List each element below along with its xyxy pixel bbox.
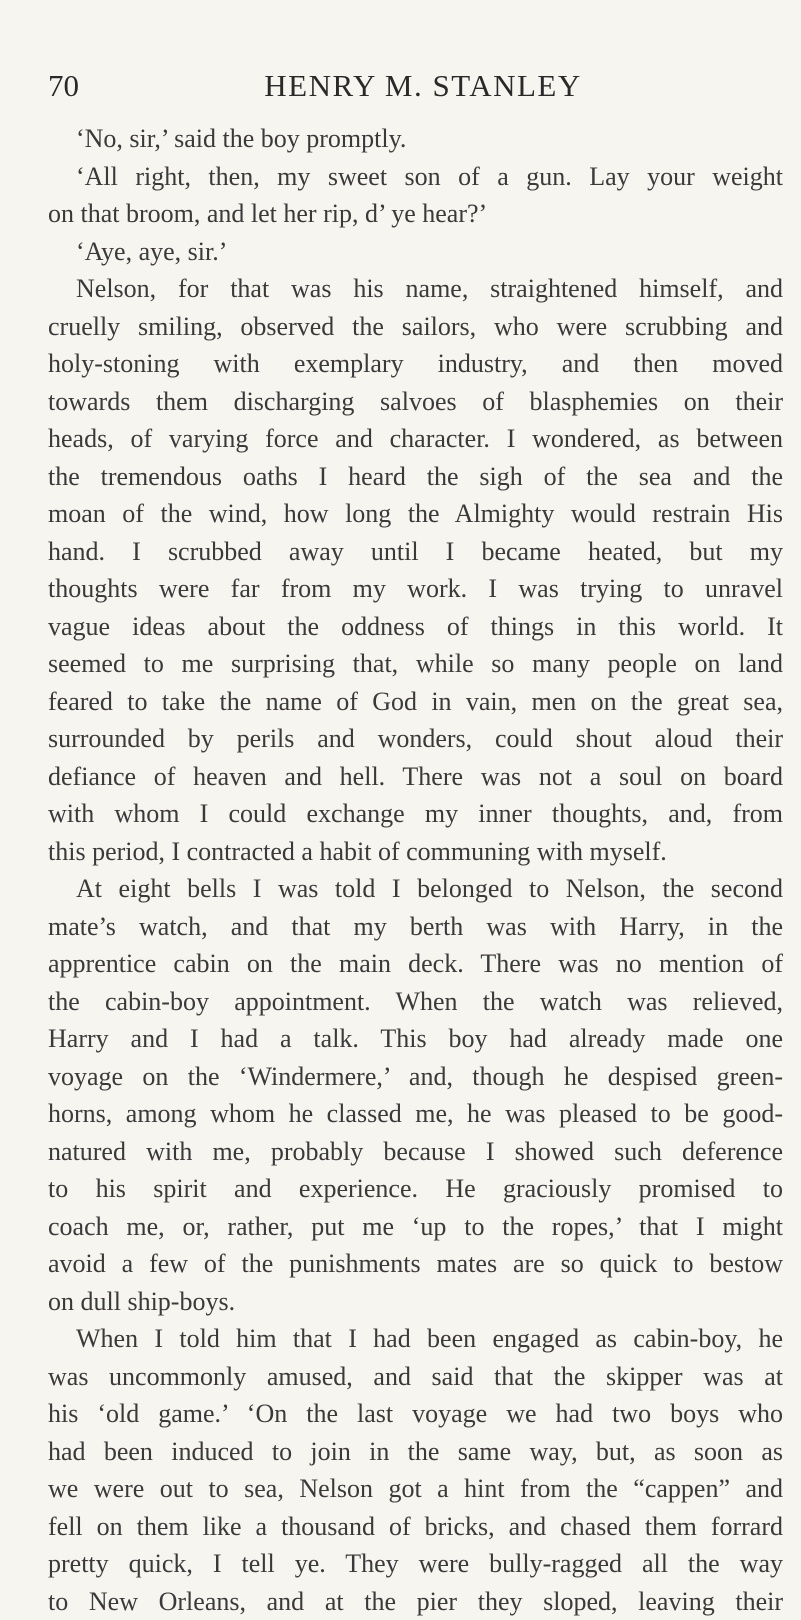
text-line: his ‘old game.’ ‘On the last voyage we had two boys who <box>48 1395 783 1433</box>
text-line: vague ideas about the oddness of things in this world. It <box>48 608 783 646</box>
text-line: the tremendous oaths I heard the sigh of the sea and the <box>48 458 783 496</box>
text-line: this period, I contracted a habit of communing with myself. <box>48 833 783 871</box>
page-number: 70 <box>48 66 79 106</box>
text-line: the cabin-boy appointment. When the watch was relieved, <box>48 983 783 1021</box>
text-line: on dull ship-boys. <box>48 1283 783 1321</box>
text-line: to New Orleans, and at the pier they sloped, leaving their <box>48 1583 783 1620</box>
text-line: hand. I scrubbed away until I became heated, but my <box>48 533 783 571</box>
text-line: When I told him that I had been engaged as cabin-boy, he <box>48 1320 783 1358</box>
text-line: moan of the wind, how long the Almighty would restrain His <box>48 495 783 533</box>
text-line: ‘Aye, aye, sir.’ <box>48 233 783 271</box>
text-line: we were out to sea, Nelson got a hint from the “cappen” and <box>48 1470 783 1508</box>
text-line: avoid a few of the punishments mates are so quick to bestow <box>48 1245 783 1283</box>
text-line: Nelson, for that was his name, straightened himself, and <box>48 270 783 308</box>
text-line: towards them discharging salvoes of blasphemies on their <box>48 383 783 421</box>
text-line: seemed to me surprising that, while so many people on land <box>48 645 783 683</box>
text-line: fell on them like a thousand of bricks, and chased them forrard <box>48 1508 783 1546</box>
text-line: Harry and I had a talk. This boy had already made one <box>48 1020 783 1058</box>
text-line: feared to take the name of God in vain, men on the great sea, <box>48 683 783 721</box>
text-line: pretty quick, I tell ye. They were bully-ragged all the way <box>48 1545 783 1583</box>
text-line: ‘All right, then, my sweet son of a gun. Lay your weight <box>48 158 783 196</box>
text-line: horns, among whom he classed me, he was pleased to be good- <box>48 1095 783 1133</box>
text-line: apprentice cabin on the main deck. There was no mention of <box>48 945 783 983</box>
text-line: was uncommonly amused, and said that the skipper was at <box>48 1358 783 1396</box>
text-line: coach me, or, rather, put me ‘up to the ropes,’ that I might <box>48 1208 783 1246</box>
text-line: At eight bells I was told I belonged to Nelson, the second <box>48 870 783 908</box>
text-line: to his spirit and experience. He graciously promised to <box>48 1170 783 1208</box>
text-line: holy-stoning with exemplary industry, and then moved <box>48 345 783 383</box>
text-line: cruelly smiling, observed the sailors, who were scrubbing and <box>48 308 783 346</box>
running-head: HENRY M. STANLEY <box>48 66 778 106</box>
text-line: on that broom, and let her rip, d’ ye hear?’ <box>48 195 783 233</box>
page-header <box>48 66 778 106</box>
text-line: thoughts were far from my work. I was trying to unravel <box>48 570 783 608</box>
text-line: had been induced to join in the same way, but, as soon as <box>48 1433 783 1471</box>
text-line: mate’s watch, and that my berth was with Harry, in the <box>48 908 783 946</box>
text-line: with whom I could exchange my inner thoughts, and, from <box>48 795 783 833</box>
text-line: natured with me, probably because I showed such deference <box>48 1133 783 1171</box>
text-line: ‘No, sir,’ said the boy promptly. <box>48 120 783 158</box>
text-line: surrounded by perils and wonders, could shout aloud their <box>48 720 783 758</box>
text-line: heads, of varying force and character. I wondered, as between <box>48 420 783 458</box>
text-line: defiance of heaven and hell. There was not a soul on board <box>48 758 783 796</box>
text-line: voyage on the ‘Windermere,’ and, though he despised green- <box>48 1058 783 1096</box>
body-text <box>48 120 783 1620</box>
